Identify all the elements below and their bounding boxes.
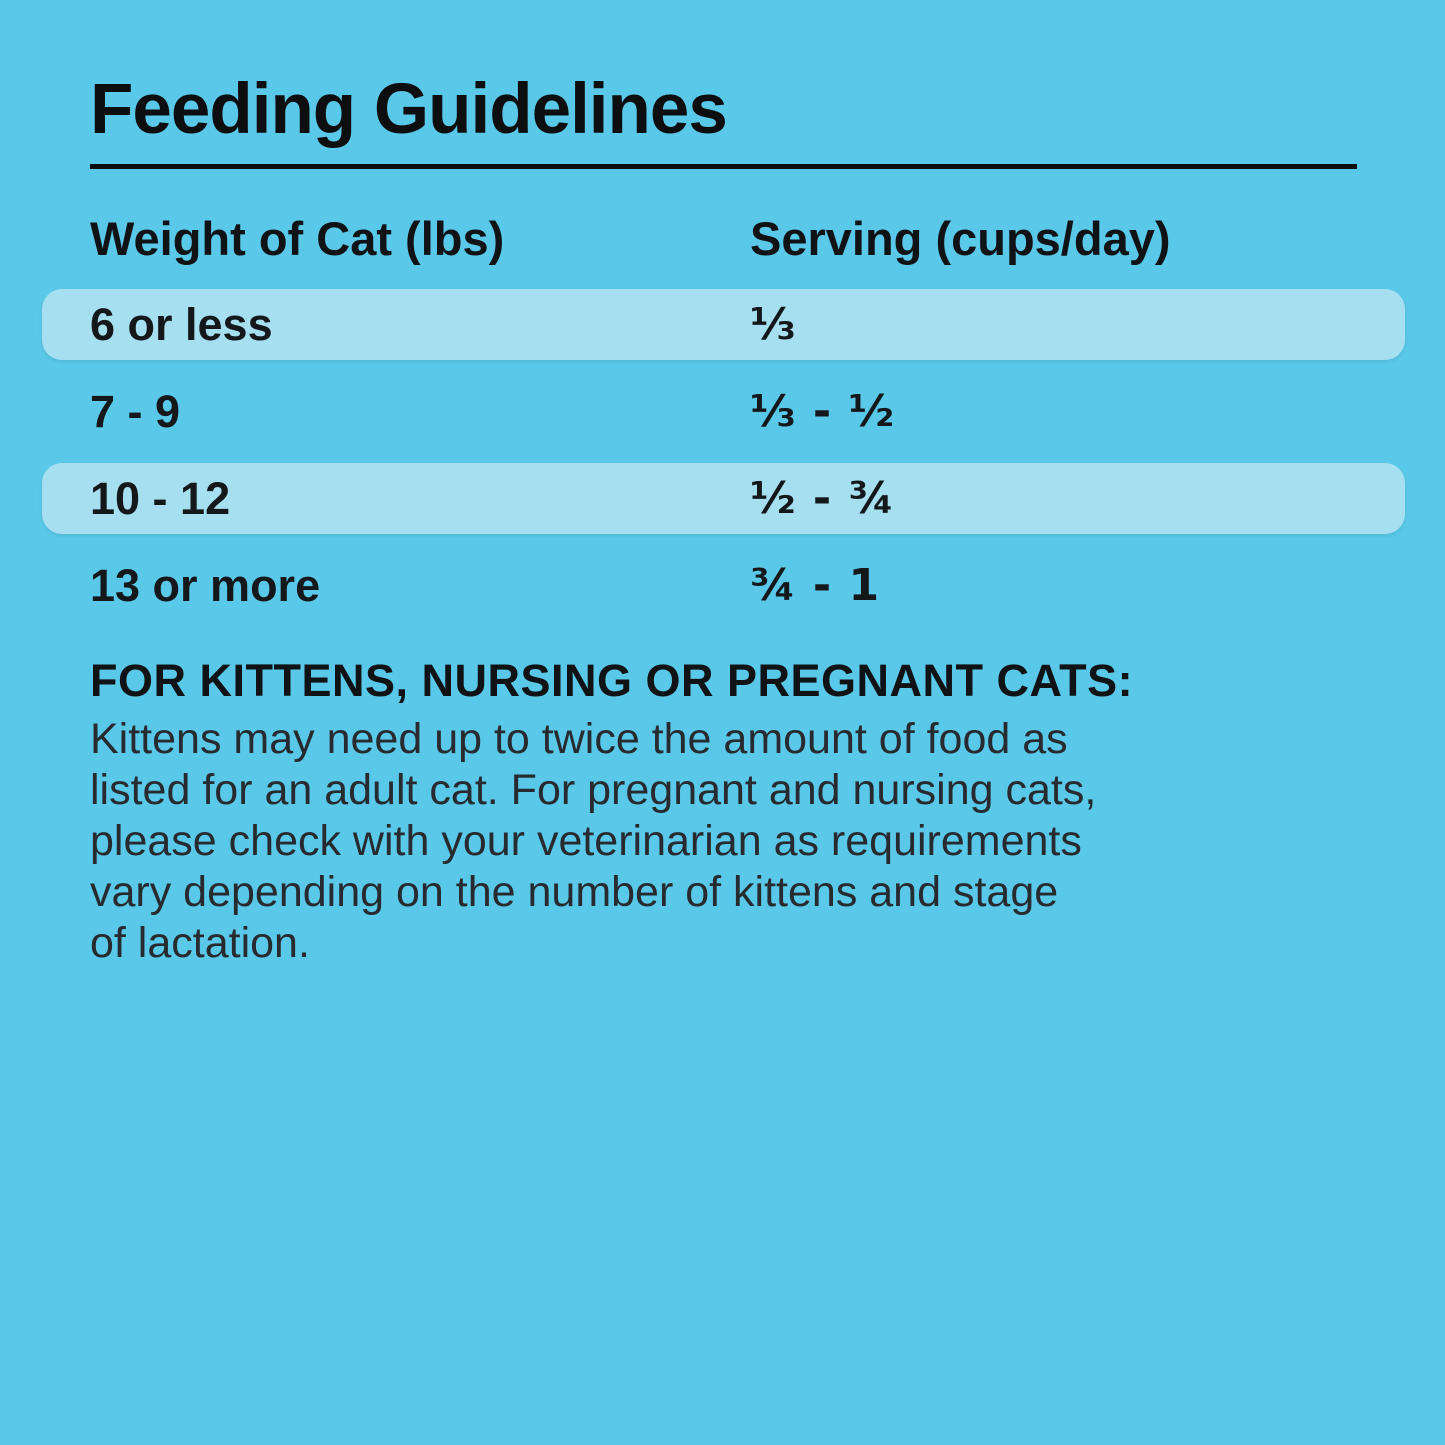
note-heading: FOR KITTENS, NURSING OR PREGNANT CATS: — [90, 655, 1134, 706]
note-body-line: vary depending on the number of kittens and stage — [90, 868, 1059, 916]
serving-cell: ⅓ - ½ — [750, 386, 895, 437]
column-header-weight: Weight of Cat (lbs) — [90, 212, 505, 265]
page-title: Feeding Guidelines — [90, 70, 727, 149]
weight-cell: 13 or more — [90, 560, 321, 611]
weight-cell: 6 or less — [90, 299, 273, 350]
note-body-line: listed for an adult cat. For pregnant and nursing cats, — [90, 766, 1097, 814]
note-body-line: please check with your veterinarian as requirements — [90, 817, 1082, 865]
note-body-line: of lactation. — [90, 919, 310, 967]
serving-cell: ¾ - 1 — [750, 560, 881, 611]
table-column-headers — [90, 214, 1355, 264]
table-row — [42, 376, 1405, 447]
serving-cell: ½ - ¾ — [750, 473, 895, 524]
note-body-line: Kittens may need up to twice the amount of food as — [90, 715, 1068, 763]
serving-cell: ⅓ — [750, 299, 797, 350]
note-body — [90, 714, 1330, 969]
weight-cell: 10 - 12 — [90, 473, 231, 524]
column-header-serving: Serving (cups/day) — [750, 212, 1171, 265]
table-row — [42, 289, 1405, 360]
weight-cell: 7 - 9 — [90, 386, 181, 437]
title-underline-rule — [90, 164, 1357, 169]
table-row — [42, 550, 1405, 621]
table-row — [42, 463, 1405, 534]
